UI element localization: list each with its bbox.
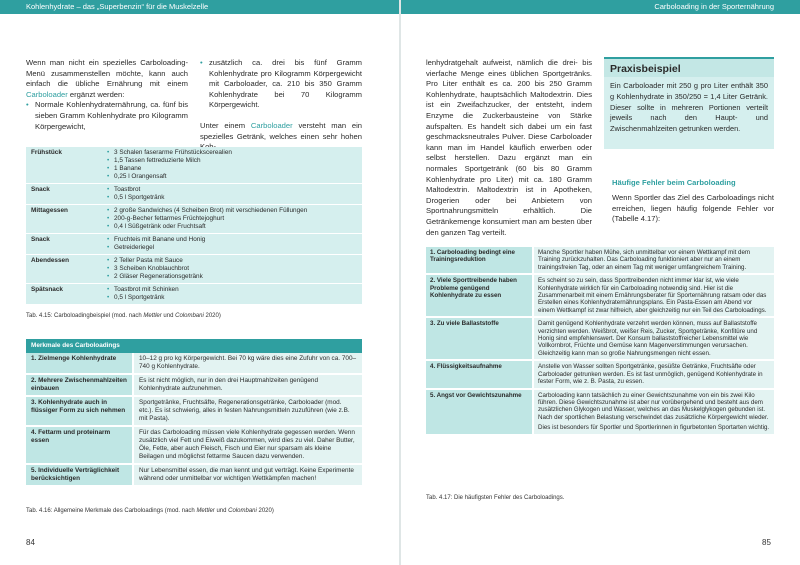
- table-row: [426, 317, 774, 360]
- error-label: 4. Flüssigkeitsaufnahme: [426, 360, 533, 388]
- error-description: Damit genügend Kohlenhydrate verzehrt werden können, muss auf Ballaststoffe verzichten werden. Weißbrot, weißer Reis, Zucker, Sportgetränke, Konfitüre und Honig sind empfehlenswert. Der Konsum ballaststoffreicher Lebensmittel wie Vollkornbrot, Früchte und Gemüse kann Magenverstimmungen verursachen. Gleichzeitig kann man so große Nahrungsmengen nicht essen.: [538, 320, 758, 357]
- section-heading: Häufige Fehler beim Carboloading: [612, 178, 736, 187]
- meal-label: Spätsnack: [26, 284, 102, 305]
- table-caption-415: Tab. 4.15: Carboloadingbeispiel (mod. nach Mettler und Colombani 2020): [26, 313, 221, 319]
- error-description: Es scheint so zu sein, dass Sporttreibenden nicht immer klar ist, wie viele Kohlenhydrate wirklich für ein Carboloading notwendig sind. Hier ist die Zusammenarbeit mit einem Ernährungsberater für Sporternährung ratsam oder das Erstellen eines Kohlenhydraternährungsplans. Ein Pasta-Essen am Abend vor einem Wettkampf ist zwar hilfreich, aber gleichzeitig nur ein Teil des Carboloadings.: [538, 277, 767, 314]
- error-description: Manche Sportler haben Mühe, sich unmittelbar vor einem Wettkampf mit dem Training zurückzuhalten. Das Carboloading funktioniert aber nur an einem trainingsfreien Tag, oder an einem Tag mit weniger umfangreichem Training.: [538, 249, 751, 271]
- table-row: [426, 247, 774, 274]
- error-label: 5. Angst vor Gewichtszunahme: [426, 389, 533, 435]
- error-label: 3. Zu viele Ballaststoffe: [426, 317, 533, 360]
- feature-label: 3. Kohlenhydrate auch in flüssiger Form zu sich nehmen: [26, 396, 133, 426]
- meal-item: • Getreideriegel: [107, 244, 357, 252]
- feature-description: Sportgetränke, Fruchtsäfte, Regenerationsgetränke, Carboloader (mod. etc.). Es ist schwierig, alles in festen Nahrungsmitteln zuzuführen (wie z.B. mit Pasta).: [133, 396, 362, 426]
- meal-label: Abendessen: [26, 255, 102, 284]
- carboloader-term: Carboloader: [250, 120, 293, 130]
- feature-label: 2. Mehrere Zwischenmahlzeiten einbauen: [26, 374, 133, 396]
- error-label: 2. Viele Sporttreibende haben Probleme genügend Kohlenhydrate zu essen: [426, 274, 533, 317]
- header-right: Carboloading in der Sporternährung: [401, 0, 800, 14]
- table-row: [26, 205, 362, 234]
- list-item: • zusätzlich ca. drei bis fünf Gramm Kohlenhydrate pro Kilogramm Körpergewicht mit Carboloader, ca. 210 bis 350 Gramm Kohlenhydrate bei 70 Kilogramm Körpergewicht.: [200, 58, 362, 111]
- feature-description: Für das Carboloading müssen viele Kohlenhydrate gegessen werden. Wenn zusätzlich viel Fett und Eiweiß dazukommen, wird dies zu viel. Daher Butter, Öle, Fette, aber auch Fleisch, Fisch und Eier nur sparsam als kleine Beilagen und möglichst fettarme Saucen dazu verwenden.: [133, 426, 362, 464]
- box-body: Ein Carboloader mit 250 g pro Liter enthält 350 g Kohlenhydrate in 350/250 = 1,4 Liter Getränk. Dieser sollte in mehreren Portionen verteilt jeweils nach den Haupt- und Zwischenmahlzeiten getrunken werden.: [610, 81, 768, 134]
- meal-label: Snack: [26, 184, 102, 205]
- meal-item: • Toastbrot: [107, 186, 357, 194]
- table-row: [26, 255, 362, 284]
- table-row: [26, 184, 362, 205]
- error-label: 1. Carboloading bedingt eine Trainingsreduktion: [426, 247, 533, 274]
- header-left: Kohlenhydrate – das „Superbenzin“ für die Muskelzelle: [0, 0, 399, 14]
- meal-plan-table: [26, 147, 362, 305]
- meal-item: • 3 Schalen faserarme Frühstückscerealien: [107, 149, 357, 157]
- feature-label: 1. Zielmenge Kohlenhydrate: [26, 353, 133, 374]
- error-description: Carboloading kann tatsächlich zu einer Gewichtszunahme von ein bis zwei Kilo führen. Diese Gewichtszunahme ist aber nur vorübergehend und besteht aus dem zusätzlichen Glykogen und Wasser, welches an das Muskelglykogen gebunden ist. Nach der sportlichen Belastung verschwindet das zusätzliche Körpergewicht wieder.: [538, 391, 769, 421]
- meal-label: Snack: [26, 234, 102, 255]
- carboloader-term: Carboloader: [26, 89, 68, 99]
- meal-item: • 2 Teller Pasta mit Sauce: [107, 257, 357, 265]
- table-row: [26, 353, 362, 374]
- meal-item: • 0,4 l Süßgetränk oder Fruchtsaft: [107, 223, 357, 231]
- box-title: Praxisbeispiel: [604, 57, 774, 77]
- practice-example-box: [604, 57, 774, 149]
- meal-item: • Toastbrot mit Schinken: [107, 286, 357, 294]
- page-gutter: [399, 0, 401, 565]
- table-row: [26, 234, 362, 255]
- meal-label: Frühstück: [26, 147, 102, 184]
- feature-description: Es ist nicht möglich, nur in den drei Hauptmahlzeiten genügend Kohlenhydrate aufzunehmen.: [133, 374, 362, 396]
- feature-label: 5. Individuelle Verträglichkeit berücksichtigen: [26, 464, 133, 486]
- meal-item: • 3 Scheiben Knoblauchbrot: [107, 265, 357, 273]
- list-item: • Normale Kohlenhydraternährung, ca. fünf bis sieben Gramm Kohlenhydrate pro Kilogramm Körpergewicht,: [26, 100, 188, 132]
- left-col1-text: Wenn man nicht ein spezielles Carboloading-Menü zusammenstellen möchte, kann auch einfach die übliche Ernährung mit einem Carboloader ergänzt werden: • Normale Kohlenhydraternährung, ca. fünf bis sieben Gramm Kohlenhydrate pro Kilogramm Körpergewicht,: [26, 58, 188, 132]
- meal-item: • 0,5 l Sportgetränk: [107, 294, 357, 302]
- table-caption-416: Tab. 4.16: Allgemeine Merkmale des Carboloadings (mod. nach Mettler und Colombani 2020): [26, 508, 274, 514]
- meal-item: • 0,25 l Orangensaft: [107, 173, 357, 181]
- meal-item: • 2 große Sandwiches (4 Scheiben Brot) mit verschiedenen Füllungen: [107, 207, 357, 215]
- table-row: [26, 147, 362, 184]
- right-col2-text: Wenn Sportler das Ziel des Carboloadings nicht erreichen, liegen häufig folgende Fehler vor (Tabelle 4.17):: [612, 193, 774, 224]
- table-caption-417: Tab. 4.17: Die häufigsten Fehler des Carboloadings.: [426, 495, 565, 501]
- meal-item: • 1 Banane: [107, 165, 357, 173]
- table-row: [26, 396, 362, 426]
- table-row: [26, 464, 362, 486]
- meal-item: • Fruchteis mit Banane und Honig: [107, 236, 357, 244]
- left-col2-text: • zusätzlich ca. drei bis fünf Gramm Kohlenhydrate pro Kilogramm Körpergewicht mit Carboloader, ca. 210 bis 350 Gramm Kohlenhydrate bei 70 Kilogramm Körpergewicht. Unter einem Carboloader versteht man ein spezielles Getränk, welches einen sehr hohen: [200, 58, 362, 153]
- meal-item: • 1,5 Tassen fettreduzierte Milch: [107, 157, 357, 165]
- page-number-left: 84: [26, 538, 35, 547]
- table-row: [26, 426, 362, 464]
- table-header: Merkmale des Carboloadings: [26, 339, 362, 353]
- feature-description: 10–12 g pro kg Körpergewicht. Bei 70 kg wäre dies eine Zufuhr von ca. 700–740 g Kohlenhydrate.: [133, 353, 362, 374]
- page-number-right: 85: [762, 538, 771, 547]
- meal-item: • 200-g-Becher fettarmes Früchtejoghurt: [107, 215, 357, 223]
- table-row: [26, 374, 362, 396]
- table-row: [426, 274, 774, 317]
- error-description: Dies ist besonders für Sportler und Sportlerinnen in figurbetonten Sportarten wichtig.: [538, 424, 770, 432]
- feature-label: 4. Fettarm und proteinarm essen: [26, 426, 133, 464]
- table-row: [26, 284, 362, 305]
- table-row: [426, 360, 774, 388]
- meal-item: • 0,5 l Sportgetränk: [107, 194, 357, 202]
- common-errors-table: [426, 247, 774, 436]
- right-col1-text: lenhydratgehalt aufweist, nämlich die drei- bis vierfache Menge eines üblichen Sportgetränks. Pro Liter enthält es ca. 200 bis 250 Gramm Kohlenhydrate, hauptsächlich Maltodextrin. Dies ist ein Zweifachzucker, der entsteht, indem Enzyme die Zuckerbausteine von Stärke aufspalten. Es handelt sich dabei um ein fast geschmacksneutrales Pulver. Diese Carboloader kann man im Handel käuflich erwerben oder selbst herstellen. Dazu ergänzt man ein normales Sportgetränk (60 bis 80 Gramm Kohlenhydrate pro Liter) mit ca. 180 Gramm Maltodextrin. Maltodextrin ist in Apotheken, Drogerien oder bei Anbietern von Sportnahrungsmitteln erhältlich. Die Getränkemenge konsumiert man am besten über den ganzen Tag verteilt.: [426, 58, 592, 237]
- feature-description: Nur Lebensmittel essen, die man kennt und gut verträgt. Keine Experimente während oder unmittelbar vor wichtigen Wettkämpfen machen!: [133, 464, 362, 486]
- table-row: [426, 389, 774, 435]
- meal-item: • 2 Gläser Regenerationsgetränk: [107, 273, 357, 281]
- carboloading-features-table: [26, 339, 362, 487]
- error-description: Anstelle von Wasser sollten Sportgetränke, gesüßte Getränke, Fruchtsäfte oder Carboloader getrunken werden. Es ist fast unmöglich, genügend Kohlenhydrate in fester Form, wie z. B. Pasta, zu essen.: [538, 363, 763, 386]
- meal-label: Mittagessen: [26, 205, 102, 234]
